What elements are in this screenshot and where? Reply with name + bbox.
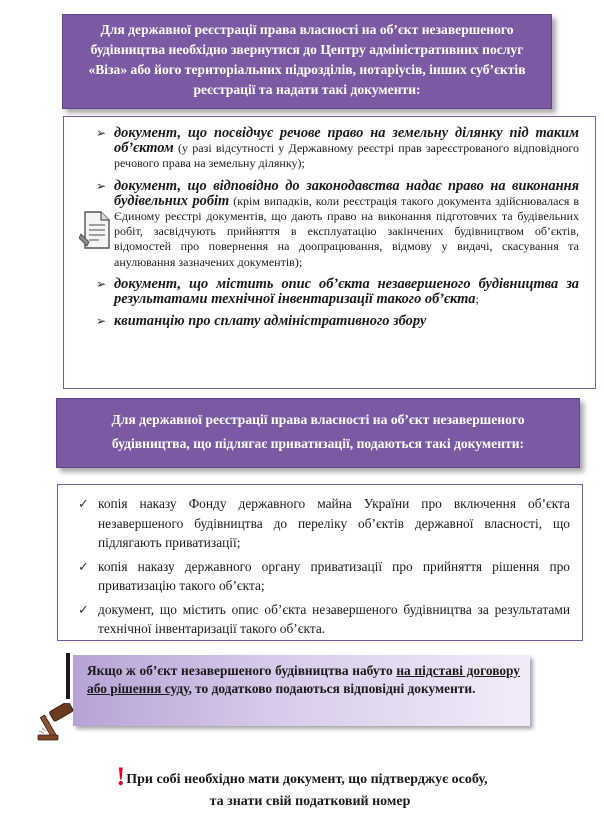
header-banner-privatization (56, 398, 580, 468)
list-item-text: (у разі відсутності у Державному реєстрі прав зареєстрованого відповідного речового права на земельну ділянку); (114, 141, 579, 171)
list-item (78, 600, 570, 639)
list-item (78, 557, 570, 596)
list-item (96, 179, 579, 270)
list-item (96, 126, 579, 172)
note-accent-bar (66, 653, 70, 699)
privatization-documents-list (78, 494, 570, 643)
arrow-bullet-icon: ➢ (96, 178, 107, 193)
check-mark-icon: ✓ (78, 558, 89, 574)
list-item-text: копія наказу державного органу приватизації про прийняття рішення про приватизацію такого об’єкта; (98, 558, 570, 593)
exclamation-mark: ! (116, 762, 126, 791)
header-banner-main (62, 14, 552, 109)
final-reminder-line1: При собі необхідно мати документ, що підтверджує особу, (126, 772, 488, 787)
header-banner-privatization-text: Для державної реєстрації права власності на об’єкт незавершеного будівництва, що підлягає приватизації, подаються такі документи: (111, 412, 525, 451)
list-item-text: (крім випадків, коли реєстрація такого документа здійснювалася в Єдиному реєстрі документів, що дають право на виконання підготовчих та будівельних робіт, засвідчують прийняття в експлуатацію закінчених будівництвом об’єктів, відомостей про повернення на доопрацювання, відмову у видачі, скасування та анулювання зазначених документів); (114, 193, 579, 269)
list-item-text: копія наказу Фонду державного майна України про включення об’єкта незавершеного будівництва до переліку об’єктів державної власності, що підлягають приватизації; (98, 496, 570, 550)
list-item-text: документ, що містить опис об’єкта незавершеного будівництва за результатами технічної інвентаризації такого об’єкта. (98, 601, 570, 636)
arrow-bullet-icon: ➢ (96, 314, 107, 329)
final-reminder (0, 762, 604, 813)
documents-list (96, 126, 579, 336)
note-text-underlined: на підставі договору або рішення суду (87, 663, 521, 696)
list-item-text: ; (475, 292, 479, 307)
gavel-icon (36, 703, 80, 743)
check-mark-icon: ✓ (78, 601, 89, 617)
final-reminder-line2: та знати свій податковий номер (209, 794, 411, 809)
list-item (78, 494, 570, 553)
header-banner-main-text: Для державної реєстрації права власності на об’єкт незавершеного будівництва необхідно звернутися до Центру адміністративних послуг «Віза» або його територіальних підрозділів, нотаріусів, інших суб’єктів реєстрації та надати такі документи: (88, 22, 526, 97)
list-item (96, 277, 579, 307)
note-text-pre: Якщо ж об’єкт незавершеного будівництва набуто (87, 663, 397, 678)
list-item-bold: документ, що відповідно до законодавства надає право на виконання будівельних робіт (114, 177, 579, 209)
court-decision-note (73, 655, 530, 726)
check-mark-icon: ✓ (78, 496, 89, 511)
note-text-post: , то додатково подаються відповідні документи. (188, 680, 476, 696)
list-item-bold: документ, що посвідчує речове право на земельну ділянку під таким об’єктом (114, 125, 579, 157)
list-item-bold: квитанцію про сплату адміністративного збору (114, 313, 427, 330)
arrow-bullet-icon: ➢ (96, 276, 107, 291)
arrow-bullet-icon: ➢ (96, 126, 107, 140)
list-item (96, 314, 579, 329)
list-item-bold: документ, що містить опис об’єкта незавершеного будівництва за результатами технічної інвентаризації такого об’єкта (114, 275, 579, 308)
